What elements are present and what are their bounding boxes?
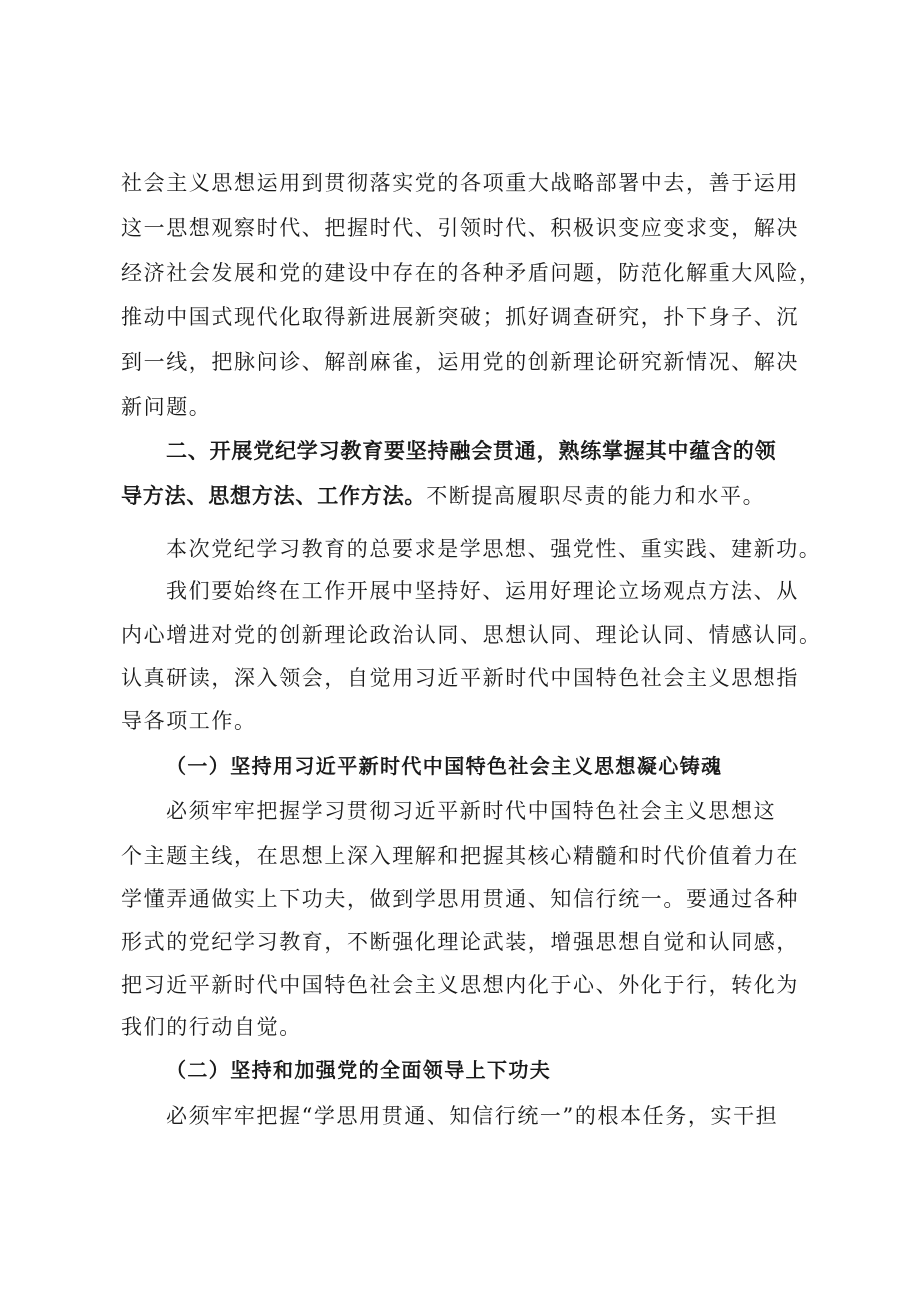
section-2-heading: 二、开展党纪学习教育要坚持融会贯通，熟练掌握其中蕴含的领 <box>166 439 777 463</box>
section-2-heading-bold: 导方法、思想方法、工作方法。 <box>121 484 427 508</box>
paragraph-4-line: 我们的行动自觉。 <box>121 1015 302 1039</box>
paragraph-4-line: 个主题主线，在思想上深入理解和把握其核心精髓和时代价值着力在 <box>121 844 799 868</box>
paragraph-5-line: 必须牢牢把握“学思用贯通、知信行统一”的根本任务，实干担 <box>166 1104 779 1128</box>
paragraph-4-line: 学懂弄通做实上下功夫，做到学思用贯通、知信行统一。要通过各种 <box>121 887 799 911</box>
paragraph-3-line: 我们要始终在工作开展中坚持好、运用好理论立场观点方法、从 <box>166 579 799 603</box>
paragraph-4-line: 把习近平新时代中国特色社会主义思想内化于心、外化于行，转化为 <box>121 973 799 997</box>
paragraph-2-line: 本次党纪学习教育的总要求是学思想、强党性、重实践、建新功。 <box>166 537 822 561</box>
subsection-1-title: （一）坚持用习近平新时代中国特色社会主义思想凝心铸魂 <box>166 754 723 778</box>
paragraph-4-line: 形式的党纪学习教育，不断强化理论武装，增强思想自觉和认同感， <box>121 930 799 954</box>
paragraph-3-line: 认真研读，深入领会，自觉用习近平新时代中国特色社会主义思想指 <box>121 666 799 690</box>
paragraph-1-line: 推动中国式现代化取得新进展新突破；抓好调查研究，扑下身子、沉 <box>121 305 799 329</box>
paragraph-1-line: 这一思想观察时代、把握时代、引领时代、积极识变应变求变，解决 <box>121 216 799 240</box>
paragraph-1-line: 到一线，把脉问诊、解剖麻雀，运用党的创新理论研究新情况、解决 <box>121 350 799 374</box>
paragraph-4-line: 必须牢牢把握学习贯彻习近平新时代中国特色社会主义思想这 <box>166 799 777 823</box>
section-2-heading-rest: 不断提高履职尽责的能力和水平。 <box>426 484 766 508</box>
paragraph-3-line: 内心增进对党的创新理论政治认同、思想认同、理论认同、情感认同。 <box>121 623 822 647</box>
paragraph-1-line: 社会主义思想运用到贯彻落实党的各项重大战略部署中去，善于运用 <box>121 171 799 195</box>
paragraph-1-line: 新问题。 <box>121 395 212 419</box>
paragraph-3-line: 导各项工作。 <box>121 709 257 733</box>
subsection-2-title: （二）坚持和加强党的全面领导上下功夫 <box>166 1058 552 1082</box>
section-2-heading-continued <box>121 481 765 511</box>
paragraph-1-line: 经济社会发展和党的建设中存在的各种矛盾问题，防范化解重大风险， <box>121 261 822 285</box>
